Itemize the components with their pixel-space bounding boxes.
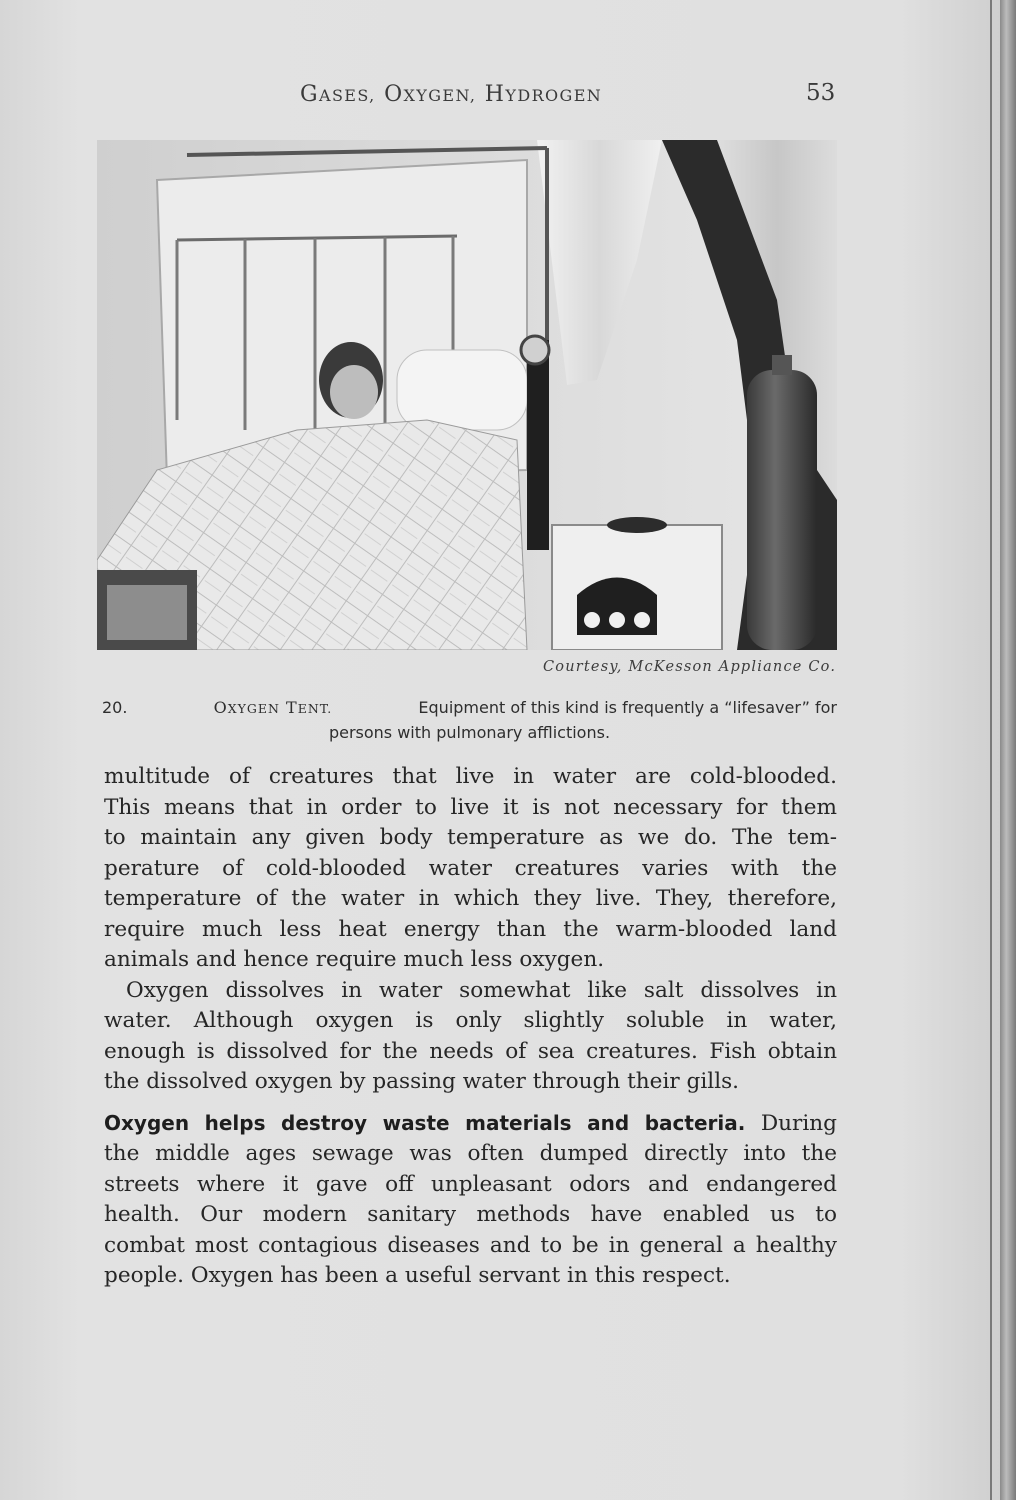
body-line: multitude of creatures that live in water are cold-blooded. bbox=[104, 764, 837, 789]
photo-pillow bbox=[397, 350, 527, 430]
caption-number: 20. bbox=[102, 698, 128, 717]
body-line: health. Our modern sanitary methods have enabled us to bbox=[104, 1202, 837, 1227]
body-line: This means that in order to live it is not necessary for them bbox=[104, 794, 837, 820]
figure-caption bbox=[102, 696, 837, 745]
body-line: streets where it gave off unpleasant odors and endangered bbox=[104, 1171, 837, 1197]
body-line: enough is dissolved for the needs of sea creatures. Fish obtain bbox=[104, 1038, 837, 1064]
section-heading-line: Oxygen helps destroy waste materials and bacteria. During bbox=[104, 1110, 838, 1136]
header-word-3-rest: YDROGEN bbox=[505, 86, 603, 105]
body-line: the dissolved oxygen by passing water through their gills. bbox=[104, 1069, 740, 1094]
body-line: water. Although oxygen is only slightly soluble in water, bbox=[104, 1008, 837, 1033]
page-edge-line bbox=[990, 0, 992, 1500]
running-header-title bbox=[300, 82, 602, 107]
photo-oxygen-cylinder bbox=[747, 370, 817, 650]
body-line: perature of cold-blooded water creatures varies with the bbox=[104, 855, 837, 881]
body-line: require much less heat energy than the warm-blooded land bbox=[104, 916, 837, 942]
section-heading: Oxygen helps destroy waste materials and bacteria. bbox=[104, 1110, 746, 1135]
caption-label: OXYGEN TENT. bbox=[213, 698, 333, 717]
header-word-3-initial: H bbox=[484, 82, 506, 107]
body-line: the middle ages sewage was often dumped directly into the bbox=[104, 1141, 837, 1166]
body-line: people. Oxygen has been a useful servant in this respect. bbox=[104, 1263, 731, 1288]
photo-patient-face bbox=[330, 365, 378, 419]
body-line: combat most contagious diseases and to be in general a healthy bbox=[104, 1232, 837, 1258]
caption-text-line2: persons with pulmonary afflictions. bbox=[328, 723, 611, 742]
body-text bbox=[104, 762, 837, 1292]
header-word-1-rest: ASES, bbox=[318, 86, 376, 105]
oxygen-tent-photo bbox=[97, 140, 837, 650]
header-word-2-rest: XYGEN, bbox=[403, 86, 477, 105]
page-number: 53 bbox=[806, 80, 836, 106]
body-line: temperature of the water in which they live. They, therefore, bbox=[104, 886, 837, 911]
caption-text-line1: Equipment of this kind is frequently a “lifesaver” for bbox=[418, 698, 837, 717]
body-line: Oxygen dissolves in water somewhat like salt dissolves in bbox=[126, 977, 837, 1003]
body-line: to maintain any given body temperature as we do. The tem- bbox=[104, 825, 837, 850]
photo-gauge-dial bbox=[521, 336, 549, 364]
photo-hose bbox=[527, 340, 549, 550]
header-word-1-initial: G bbox=[300, 82, 319, 107]
book-page-edge bbox=[1000, 0, 1016, 1500]
photo-credit: Courtesy, McKesson Appliance Co. bbox=[543, 659, 837, 675]
body-line: animals and hence require much less oxygen. bbox=[104, 947, 605, 972]
header-word-2-initial: O bbox=[384, 82, 404, 107]
